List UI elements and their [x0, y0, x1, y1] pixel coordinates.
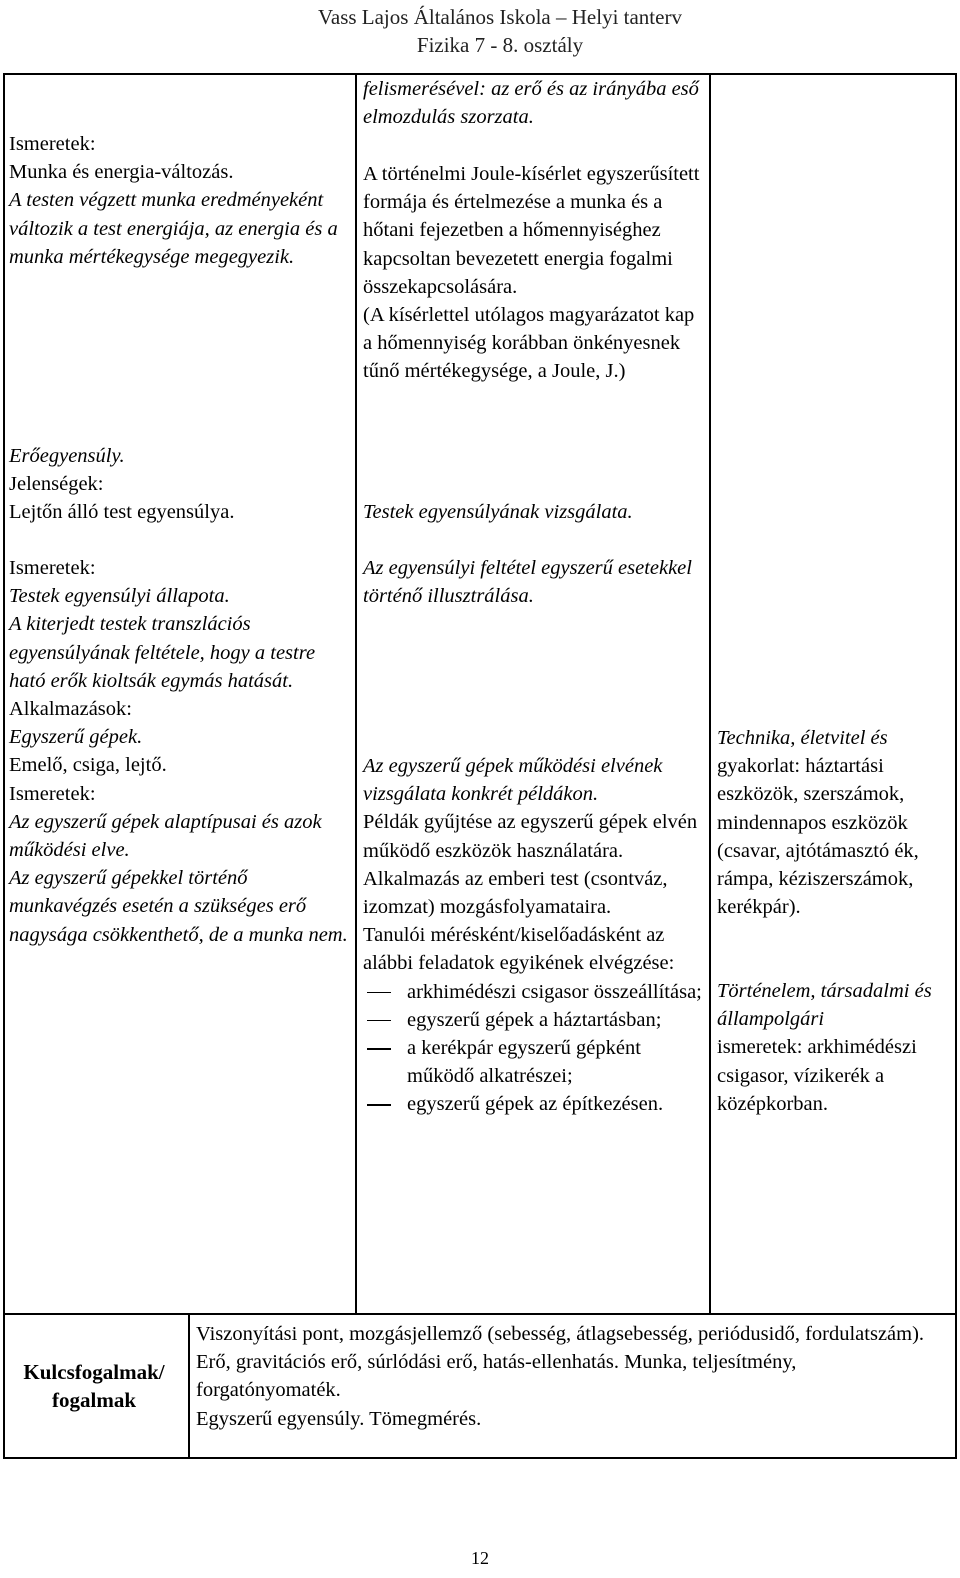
activity-text: felismerésével: az erő és az irányába eső elmozdulás szorzata.: [363, 78, 699, 129]
connection-text: Történelem, társadalmi és állampolgári: [717, 980, 932, 1031]
topic-work-energy: Munka és energia-változás.: [9, 161, 234, 184]
activities-column: [363, 75, 708, 131]
topic-text: A kiterjedt testek transzlációs egyensúlyának feltétele, hogy a testre ható erők kioltsák egymás hatását.: [9, 613, 316, 692]
activities-column-block5: [363, 752, 708, 1119]
activities-column-block3: [363, 498, 708, 526]
keyword-line: Egyszerű egyensúly. Tömegmérés.: [196, 1407, 482, 1430]
activities-column-block4: [363, 554, 708, 610]
list-item: egyszerű gépek az építkezésen.: [363, 1090, 708, 1118]
page-number: 12: [471, 1548, 489, 1568]
keyword-label: Kulcsfogalmak/ fogalmak: [23, 1360, 165, 1412]
list-item: arkhimédészi csigasor összeállítása;: [363, 978, 708, 1006]
alkalmazasok-label: Alkalmazások:: [9, 698, 132, 721]
table-border-bottom: [3, 1457, 957, 1459]
content-column: [9, 130, 354, 271]
header-school-title: Vass Lajos Általános Iskola – Helyi tanterv: [318, 5, 682, 29]
content-column-block3: [9, 554, 354, 949]
activity-text: Testek egyensúlyának vizsgálata.: [363, 501, 633, 523]
header-subject: Fizika 7 - 8. osztály: [416, 33, 584, 57]
keyword-col-divider: [188, 1313, 190, 1458]
activity-text: A történelmi Joule-kísérlet egyszerűsített formája és értelmezése a munka és a hőtani fejezetben a hőmennyiséghez kapcsoltan bevezetett energia fogalmi összekapcsolására.: [363, 163, 700, 298]
ismeretek-label: Ismeretek:: [9, 133, 96, 155]
column-divider-2: [709, 73, 711, 1313]
keyword-line: Erő, gravitációs erő, súrlódási erő, hatás-ellenhatás. Munka, teljesítmény, forgatónyomaték.: [196, 1351, 797, 1402]
jelensegek-label: Jelenségek:: [9, 473, 104, 496]
ismeretek-label: Ismeretek:: [9, 782, 96, 805]
topic-equilibrium: Erőegyensúly.: [9, 445, 125, 467]
connection-text: ismeretek: arkhimédészi csigasor, vízikerék a középkorban.: [717, 1036, 917, 1115]
column-divider-1: [355, 73, 357, 1313]
topic-text: Az egyszerű gépekkel történő munkavégzés esetén a szükséges erő nagysága csökkenthető, de a munka nem.: [9, 867, 348, 946]
keyword-content: [196, 1320, 936, 1433]
content-column-block2: [9, 442, 354, 527]
keyword-line: Viszonyítási pont, mozgásjellemző (sebesség, átlagsebesség, periódusidő, fordulatszám).: [196, 1323, 925, 1345]
keyword-row-divider: [3, 1313, 957, 1315]
topic-text: Egyszerű gépek.: [9, 726, 143, 749]
activity-text: Az egyszerű gépek működési elvének vizsgálata konkrét példákon.: [363, 755, 663, 806]
activity-text: Példák gyűjtése az egyszerű gépek elvén működő eszközök használatára.: [363, 811, 698, 862]
topic-text: A testen végzett munka eredményeként változik a test energiája, az energia és a munka mértékegysége megegyezik.: [9, 189, 338, 268]
activities-column-block2: [363, 160, 708, 386]
ismeretek-label: Ismeretek:: [9, 557, 96, 579]
topic-text: Emelő, csiga, lejtő.: [9, 754, 167, 777]
topic-text: Az egyszerű gépek alaptípusai és azok működési elve.: [9, 810, 322, 862]
connections-column: [717, 724, 957, 921]
activity-text: (A kísérlettel utólagos magyarázatot kap a hőmennyiség korábban önkényesnek tűnő mértékegysége, a Joule, J.): [363, 304, 695, 383]
table-border-left: [3, 73, 5, 1458]
topic-text: Testek egyensúlyi állapota.: [9, 585, 230, 608]
connections-column-block2: [717, 977, 957, 1118]
list-item: a kerékpár egyszerű gépként működő alkatrészei;: [363, 1034, 708, 1090]
topic-text: Lejtőn álló test egyensúlya.: [9, 501, 235, 524]
list-item: egyszerű gépek a háztartásban;: [363, 1006, 708, 1034]
activity-text: Tanulói mérésként/kiselőadásként az alábbi feladatok egyikének elvégzése:: [363, 924, 675, 975]
connection-text: Technika, életvitel és: [717, 727, 888, 749]
activity-text: Alkalmazás az emberi test (csontváz, izomzat) mozgásfolyamataira.: [363, 867, 668, 919]
connection-text: gyakorlat: háztartási eszközök, szerszámok, mindennapos eszközök (csavar, ajtótámasztó ék, rámpa, kéziszerszámok, kerékpár).: [717, 755, 919, 919]
activity-text: Az egyensúlyi feltétel egyszerű esetekkel történő illusztrálása.: [363, 557, 692, 608]
